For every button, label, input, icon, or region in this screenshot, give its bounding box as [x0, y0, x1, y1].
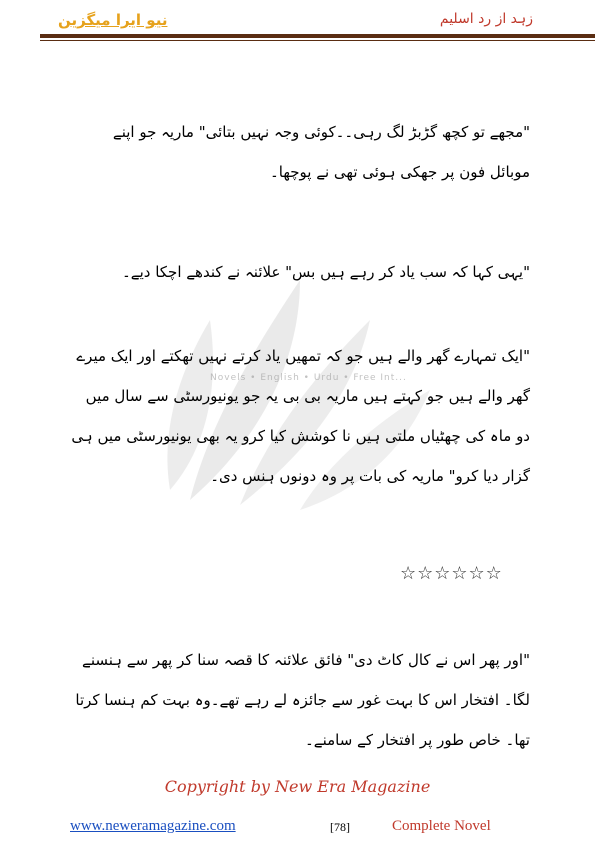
- page-footer: [0, 810, 595, 842]
- watermark-text: Novels • English • Urdu • Free Int...: [210, 373, 407, 383]
- header-rule-thin: [40, 40, 595, 41]
- footer-label: Complete Novel: [392, 818, 491, 834]
- paragraph-4: "اور پھر اس نے کال کاٹ دی" فائق علائنہ کا قصہ سنا کر پھر سے ہنسنے لگا۔ افتخار اس کا بہت غور سے جائزہ لے رہے تھے۔وہ بہت کم ہنسا کرتا تھا۔ خاص طور پر افتخار کے سامنے۔: [75, 651, 530, 749]
- page-number: [78]: [330, 820, 350, 834]
- paragraph-1: "مجھے تو کچھ گڑبڑ لگ رہی۔۔کوئی وجہ نہیں بتائی" ماریہ جو اپنے موبائل فون پر جھکی ہوئی تھی نے پوچھا۔: [112, 123, 530, 181]
- page-header: [0, 0, 595, 44]
- paragraph-2: "یہی کہا کہ سب یاد کر رہے ہیں بس" علائنہ نے کندھے اچکا دیے۔: [122, 263, 530, 281]
- header-rule-thick: [40, 34, 595, 38]
- author-title: زہد از رد اسلیم: [439, 11, 533, 27]
- website-link[interactable]: www.neweramagazine.com: [70, 818, 236, 834]
- copyright-line: Copyright by New Era Magazine: [164, 777, 431, 796]
- section-divider-stars: ☆☆☆☆☆☆: [400, 563, 503, 584]
- paragraph-3: "ایک تمہارے گھر والے ہیں جو کہ تمھیں یاد کرتے نہیں تھکتے اور ایک میرے گھر والے ہیں جو کہتے ہیں ماریہ بی بی یہ جو یونیورسٹی سے سال میں دو ماہ کی چھٹیاں ملتی ہیں نا کوشش کیا کرو یہ بھی یونیورسٹی میں ہی گزار دیا کرو" ماریہ کی بات پر وہ دونوں ہنس دی۔: [71, 347, 530, 485]
- magazine-title: نیو ایرا میگزین: [58, 11, 168, 29]
